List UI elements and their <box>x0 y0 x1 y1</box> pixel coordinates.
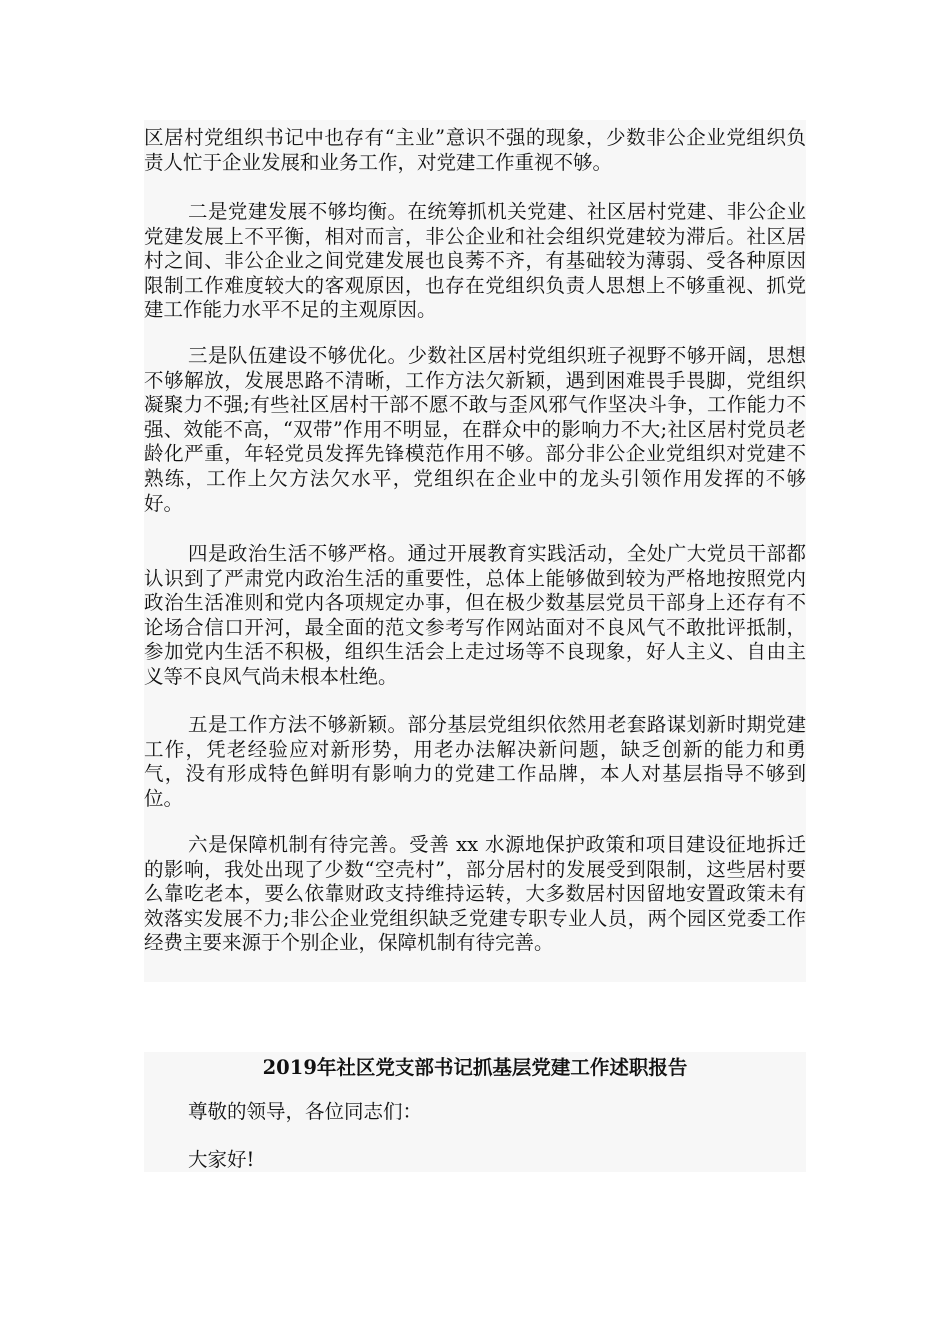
paragraph-team-building: 三是队伍建设不够优化。少数社区居村党组织班子视野不够开阔，思想不够解放，发展思路不清晰，工作方法欠新颖，遇到困难畏手畏脚，党组织凝聚力不强;有些社区居村干部不愿不敢与歪风邪气作坚决斗争，工作能力不强、效能不高，“双带”作用不明显，在群众中的影响力不大;社区居村党员老龄化严重，年轻党员发挥先锋模范作用不够。部分非公企业党组织对党建不熟练，工作上欠方法欠水平，党组织在企业中的龙头引领作用发挥的不够好。 <box>144 344 806 515</box>
greeting: 大家好! <box>188 1148 255 1171</box>
paragraph-guarantee-mechanism: 六是保障机制有待完善。受善 xx 水源地保护政策和项目建设征地拆迁的影响，我处出现了少数“空壳村”，部分居村的发展受到限制，这些居村要么靠吃老本，要么依靠财政支持维持运转，大多数居村因留地安置政策未有效落实发展不力;非公企业党组织缺乏党建专职专业人员，两个园区党委工作经费主要来源于个别企业，保障机制有待完善。 <box>144 833 806 955</box>
paragraph-political-life: 四是政治生活不够严格。通过开展教育实践活动，全处广大党员干部都认识到了严肃党内政治生活的重要性，总体上能够做到较为严格地按照党内政治生活准则和党内各项规定办事，但在极少数基层党员干部身上还存有不论场合信口开河，最全面的范文参考写作网站面对不良风气不敢批评抵制，参加党内生活不积极，组织生活会上走过场等不良现象，好人主义、自由主义等不良风气尚未根本杜绝。 <box>144 542 806 688</box>
report-title: 2019年社区党支部书记抓基层党建工作述职报告 <box>262 1056 688 1079</box>
paragraph-work-methods: 五是工作方法不够新颖。部分基层党组织依然用老套路谋划新时期党建工作，凭老经验应对新形势，用老办法解决新问题，缺乏创新的能力和勇气，没有形成特色鲜明有影响力的党建工作品牌，本人对基层指导不够到位。 <box>144 713 806 810</box>
paragraph-party-building-balance: 二是党建发展不够均衡。在统筹抓机关党建、社区居村党建、非公企业党建发展上不平衡，相对而言，非公企业和社会组织党建较为滞后。社区居村之间、非公企业之间党建发展也良莠不齐，有基础较为薄弱、受各种原因限制工作难度较大的客观原因，也存在党组织负责人思想上不够重视、抓党建工作能力水平不足的主观原因。 <box>144 200 806 322</box>
salutation: 尊敬的领导，各位同志们： <box>188 1100 423 1123</box>
paragraph-continuation: 区居村党组织书记中也存有“主业”意识不强的现象，少数非公企业党组织负责人忙于企业发展和业务工作，对党建工作重视不够。 <box>144 126 806 174</box>
